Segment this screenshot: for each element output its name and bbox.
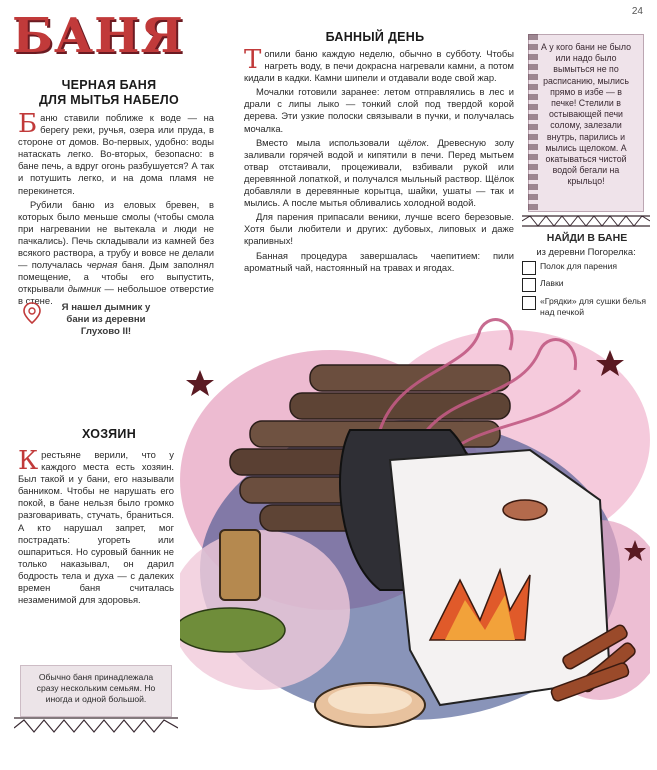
find-title: НАЙДИ В БАНЕ (546, 232, 628, 244)
find-item-label: «Грядки» для сушки белья над печкой (540, 296, 646, 317)
checkbox[interactable] (522, 261, 536, 275)
italic-term: щёлок (398, 136, 427, 148)
checkbox[interactable] (522, 296, 536, 310)
bath-day-paragraph-4: Для парения припасали веники, лучше всего березовые. Хотя были любители и других: дубовых, липовых и даже крапивных! (244, 211, 514, 247)
paragraph-text: рестьяне верили, что у каждого места есть хозяин. Был такой и у бани, его называли банником. Чтобы не нарушать его покой, в бане нельзя было громко разговаривать, стучать, браниться. А кто нарушал запрет, мог пострадать: угореть или ошпариться. Но суровый банник не только наказывал, он дарил бодрость тела и духа — с далеких времен баня считалась незаменимой для здоровья. (18, 449, 174, 606)
dropcap: Б (18, 109, 38, 139)
paragraph-text: — небольшое отверстие в стене. (18, 283, 214, 307)
black-bath-heading-line2: ДЛЯ МЫТЬЯ НАБЕЛО (38, 93, 180, 107)
find-item[interactable] (522, 261, 652, 275)
black-bath-text (18, 109, 214, 310)
paragraph-text: опили баню каждую неделю, обычно в субботу. Чтобы нагреть воду, в печи докрасна нагревали камни, а потом кидали в кадки. Камни шипели и отдавали воде свой жар. (244, 48, 514, 84)
italic-term: черная (86, 259, 118, 271)
host-text (18, 446, 174, 608)
black-bath-heading (20, 78, 198, 108)
find-subtitle: из деревни Погорелка: (536, 246, 636, 257)
bath-day-paragraph-5: Банная процедура завершалась чаепитием: пили ароматный чай, настоянный на травах и ягодах. (244, 249, 514, 273)
bath-day-text (244, 45, 514, 276)
bath-day-heading: БАННЫЙ ДЕНЬ (325, 30, 425, 44)
italic-term: дымник (67, 283, 101, 295)
location-pin-icon (22, 302, 42, 324)
black-bath-paragraph-2 (18, 199, 214, 308)
find-item-label: Полок для парения (540, 261, 618, 271)
paragraph-text: Рубили баню из еловых бревен, в которых было меньше смолы (чтобы смола при нагревании не вытекала и люди не пачкались). Печь складывали из камней без всякого раствора, а трубу и вовсе не делали — получалась (18, 198, 214, 271)
find-item[interactable] (522, 278, 652, 292)
paragraph-text: баня. Дым заполнял помещение, а чтобы его выпустить, открывали (18, 259, 214, 295)
paragraph-text: . Древесную золу заливали горячей водой и кипятили в печи. Перед мытьем отвар отстаивали, процеживали, взбивали рукой или деревянной лопаткой, и получался мыльный раствор. Щёлок добавляли в деревянные корытца, шайки, ушаты — так и мылись. А после мытья обливались холодной водой. (244, 136, 514, 209)
dropcap: Т (244, 45, 262, 75)
find-item-label: Лавки (540, 278, 564, 288)
black-bath-paragraph-1 (18, 109, 214, 197)
paragraph-text: аню ставили поближе к воде — на берегу реки, ручья, озера или пруда, в стороне от домов. Во-первых, удобно: воды натаскать легко. Во-вторых, безопасно: в бане печь, а вдруг огонь разбушуется? А так и потушить легко, и на дома пламя не перекинется. (18, 112, 214, 196)
bath-day-paragraph-1 (244, 45, 514, 84)
bottom-note-box (20, 665, 172, 717)
paragraph-text: Вместо мыла использовали (256, 136, 399, 148)
bottom-ornament (14, 716, 178, 738)
checkbox[interactable] (522, 278, 536, 292)
chimney-note (22, 302, 162, 338)
host-paragraph (18, 446, 174, 606)
chimney-note-text: Я нашел дымник у бани из деревни Глухово II! (61, 302, 151, 337)
host-heading: ХОЗЯИН (81, 427, 137, 441)
bathhouse-illustration (180, 310, 650, 740)
bottom-note-text: Обычно баня принадлежала сразу нескольким семьям. Но иногда и одной большой. (36, 672, 156, 704)
ornament-divider (522, 212, 650, 230)
page-number: 24 (631, 6, 643, 17)
page-title: БАНЯ (12, 8, 184, 64)
black-bath-heading-line1: ЧЕРНАЯ БАНЯ (61, 78, 157, 92)
side-note-text: А у кого бани не было или надо было вымыться не по расписанию, мылись прямо в избе — в печке! Стелили в остывающей печи солому, залезали внутрь, парились и мылись щелоком. А окатываться чистой водой бегали на крыльцо! (541, 42, 631, 187)
dropcap: К (18, 446, 39, 476)
side-note-box (528, 34, 644, 212)
bath-day-paragraph-2: Мочалки готовили заранее: летом отправлялись в лес и драли с липы лыко — тонкий слой под твердой корой дерева. Эти узкие полоски связывали в пучки, и получалась мочалка. (244, 86, 514, 134)
bath-day-paragraph-3 (244, 137, 514, 210)
